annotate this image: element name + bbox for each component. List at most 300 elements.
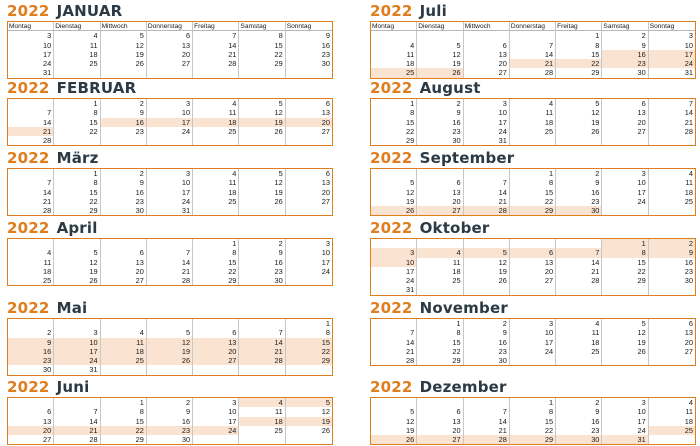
day-cell: 10 xyxy=(371,258,417,267)
empty-cell xyxy=(8,398,54,407)
day-cell: 10 xyxy=(321,248,330,258)
month-grid xyxy=(370,98,696,146)
empty-cell xyxy=(371,169,417,178)
month-year: 2022 xyxy=(370,299,413,317)
day-cell: 28 xyxy=(371,356,417,365)
day-cell: 8 xyxy=(510,178,556,187)
day-cell: 5 xyxy=(371,178,417,187)
day-cell: 31 xyxy=(371,285,417,294)
day-cell: 14 xyxy=(8,188,54,197)
day-cell: 19 xyxy=(464,267,510,276)
day-cell: 13 xyxy=(684,328,693,338)
day-cell: 27 xyxy=(602,127,648,136)
day-cell: 24 xyxy=(193,426,239,435)
weekday-header: Freitag xyxy=(556,22,602,31)
day-cell: 26 xyxy=(147,356,193,365)
day-cell: 31 xyxy=(147,206,193,215)
day-cell: 20 xyxy=(417,426,463,435)
day-cell: 27 xyxy=(510,276,556,285)
day-cell: 30 xyxy=(147,435,193,444)
day-cell: 1 xyxy=(325,319,330,328)
empty-cell xyxy=(101,365,147,374)
day-cell: 29 xyxy=(602,276,648,285)
empty-cell xyxy=(193,319,239,328)
month-year: 2022 xyxy=(7,2,50,20)
day-cell: 22 xyxy=(54,197,100,206)
month-title xyxy=(370,80,481,96)
day-cell: 2 xyxy=(147,398,193,407)
day-cell: 16 xyxy=(101,118,147,127)
month-grid xyxy=(370,168,696,216)
day-cell: 4 xyxy=(8,248,54,257)
day-cell: 17 xyxy=(147,188,193,197)
empty-cell xyxy=(147,365,193,374)
month-grid xyxy=(370,238,696,296)
day-cell: 28 xyxy=(510,68,556,77)
day-cell: 16 xyxy=(321,40,330,50)
day-cell: 26 xyxy=(417,68,463,77)
day-cell: 6 xyxy=(8,407,54,416)
day-cell: 27 xyxy=(321,196,330,206)
month-grid xyxy=(7,397,333,445)
empty-cell xyxy=(464,398,510,407)
empty-cell xyxy=(239,319,285,328)
day-cell: 18 xyxy=(8,267,54,276)
month-title xyxy=(7,379,89,395)
day-cell: 9 xyxy=(101,108,147,117)
weekday-header: Montag xyxy=(371,22,417,31)
day-cell: 4 xyxy=(193,99,239,108)
empty-cell xyxy=(101,136,147,145)
day-cell: 15 xyxy=(193,258,239,267)
day-cell: 2 xyxy=(556,398,602,407)
day-cell: 17 xyxy=(54,347,100,356)
day-cell: 11 xyxy=(556,328,602,337)
day-cell: 4 xyxy=(556,319,602,328)
empty-cell xyxy=(8,319,54,328)
day-cell: 25 xyxy=(684,196,693,206)
day-cell: 7 xyxy=(464,407,510,416)
month-grid xyxy=(370,397,696,445)
day-cell: 3 xyxy=(371,248,417,257)
day-cell: 29 xyxy=(510,206,556,215)
day-cell: 11 xyxy=(101,338,147,347)
day-cell: 9 xyxy=(464,328,510,337)
empty-cell xyxy=(371,31,417,40)
day-cell: 27 xyxy=(684,346,693,356)
day-cell: 17 xyxy=(602,188,648,197)
month-year: 2022 xyxy=(7,149,50,167)
day-cell: 5 xyxy=(371,407,417,416)
empty-cell xyxy=(193,136,239,145)
day-cell: 29 xyxy=(556,68,602,77)
day-cell: 23 xyxy=(8,356,54,365)
day-cell: 13 xyxy=(464,50,510,59)
empty-cell xyxy=(101,68,147,77)
day-cell: 24 xyxy=(321,266,330,276)
month-name: August xyxy=(419,79,481,97)
day-cell: 14 xyxy=(464,417,510,426)
day-cell: 1 xyxy=(101,398,147,407)
day-cell: 22 xyxy=(286,347,332,356)
empty-cell xyxy=(101,239,147,248)
day-cell: 26 xyxy=(371,206,417,215)
day-cell: 10 xyxy=(602,407,648,416)
day-cell: 17 xyxy=(147,118,193,127)
day-cell: 29 xyxy=(286,356,332,365)
empty-cell xyxy=(286,136,332,145)
empty-cell xyxy=(101,319,147,328)
day-cell: 18 xyxy=(193,118,239,127)
day-cell: 13 xyxy=(101,258,147,267)
empty-cell xyxy=(649,285,695,294)
day-cell: 25 xyxy=(8,276,54,285)
day-cell: 19 xyxy=(101,50,147,59)
empty-cell xyxy=(286,206,332,215)
day-cell: 14 xyxy=(54,417,100,426)
day-cell: 23 xyxy=(464,347,510,356)
weekday-header: Mittwoch xyxy=(101,22,147,31)
day-cell: 10 xyxy=(147,108,193,117)
day-cell: 3 xyxy=(325,239,330,248)
day-cell: 8 xyxy=(54,178,100,187)
day-cell: 12 xyxy=(101,41,147,50)
month-title xyxy=(7,150,99,166)
day-cell: 26 xyxy=(371,435,417,444)
day-cell: 11 xyxy=(193,178,239,187)
day-cell: 10 xyxy=(54,338,100,347)
day-cell: 1 xyxy=(510,169,556,178)
day-cell: 15 xyxy=(101,417,147,426)
day-cell: 3 xyxy=(193,398,239,407)
day-cell: 22 xyxy=(602,267,648,276)
day-cell: 3 xyxy=(464,99,510,108)
month-grid xyxy=(7,318,333,376)
day-cell: 26 xyxy=(464,276,510,285)
day-cell: 15 xyxy=(371,118,417,127)
day-cell: 22 xyxy=(193,267,239,276)
day-cell: 20 xyxy=(602,118,648,127)
day-cell: 1 xyxy=(510,398,556,407)
day-cell: 24 xyxy=(147,197,193,206)
month-title xyxy=(370,3,447,19)
day-cell: 14 xyxy=(556,258,602,267)
day-cell: 11 xyxy=(371,50,417,59)
empty-cell xyxy=(417,169,463,178)
month-year: 2022 xyxy=(370,79,413,97)
day-cell: 12 xyxy=(371,188,417,197)
day-cell: 15 xyxy=(510,417,556,426)
day-cell: 18 xyxy=(556,338,602,347)
day-cell: 11 xyxy=(54,41,100,50)
day-cell: 15 xyxy=(54,118,100,127)
day-cell: 12 xyxy=(556,108,602,117)
day-cell: 1 xyxy=(54,169,100,178)
month-name: März xyxy=(56,149,99,167)
day-cell: 28 xyxy=(8,206,54,215)
day-cell: 22 xyxy=(510,426,556,435)
month-grid xyxy=(370,21,696,79)
day-cell: 9 xyxy=(8,338,54,347)
day-cell: 24 xyxy=(147,127,193,136)
empty-cell xyxy=(286,68,332,77)
day-cell: 4 xyxy=(371,41,417,50)
month-grid xyxy=(7,21,333,79)
day-cell: 17 xyxy=(193,417,239,426)
day-cell: 27 xyxy=(417,435,463,444)
day-cell: 25 xyxy=(239,426,285,435)
day-cell: 13 xyxy=(510,258,556,267)
day-cell: 12 xyxy=(54,258,100,267)
empty-cell xyxy=(239,435,285,444)
day-cell: 7 xyxy=(464,178,510,187)
empty-cell xyxy=(510,356,556,365)
day-cell: 6 xyxy=(193,328,239,337)
day-cell: 24 xyxy=(464,127,510,136)
day-cell: 10 xyxy=(464,108,510,117)
day-cell: 11 xyxy=(239,407,285,416)
day-cell: 20 xyxy=(684,337,693,347)
day-cell: 12 xyxy=(602,328,648,337)
day-cell: 26 xyxy=(321,425,330,435)
day-cell: 30 xyxy=(464,356,510,365)
weekday-header: Sonntag xyxy=(286,22,332,31)
day-cell: 1 xyxy=(371,99,417,108)
day-cell: 5 xyxy=(602,319,648,328)
month-title xyxy=(7,220,98,236)
day-cell: 7 xyxy=(510,41,556,50)
day-cell: 16 xyxy=(8,347,54,356)
empty-cell xyxy=(54,398,100,407)
day-cell: 3 xyxy=(147,169,193,178)
day-cell: 8 xyxy=(417,328,463,337)
day-cell: 12 xyxy=(239,178,285,187)
weekday-header: Donnerstag xyxy=(510,22,556,31)
day-cell: 1 xyxy=(193,239,239,248)
day-cell: 21 xyxy=(510,59,556,68)
month-name: November xyxy=(419,299,508,317)
day-cell: 30 xyxy=(321,59,330,69)
day-cell: 25 xyxy=(556,347,602,356)
day-cell: 21 xyxy=(54,426,100,435)
day-cell: 26 xyxy=(101,59,147,68)
day-cell: 28 xyxy=(464,435,510,444)
day-cell: 20 xyxy=(147,50,193,59)
empty-cell xyxy=(193,365,239,374)
day-cell: 5 xyxy=(417,41,463,50)
month-year: 2022 xyxy=(7,219,50,237)
empty-cell xyxy=(54,239,100,248)
empty-cell xyxy=(510,31,556,40)
day-cell: 30 xyxy=(684,276,693,286)
day-cell: 20 xyxy=(101,267,147,276)
day-cell: 28 xyxy=(239,356,285,365)
day-cell: 15 xyxy=(239,41,285,50)
day-cell: 11 xyxy=(417,258,463,267)
day-cell: 15 xyxy=(510,188,556,197)
day-cell: 8 xyxy=(371,108,417,117)
day-cell: 14 xyxy=(193,41,239,50)
empty-cell xyxy=(417,398,463,407)
day-cell: 6 xyxy=(325,169,330,178)
day-cell: 5 xyxy=(54,248,100,257)
day-cell: 19 xyxy=(417,59,463,68)
day-cell: 1 xyxy=(417,319,463,328)
day-cell: 21 xyxy=(147,267,193,276)
day-cell: 1 xyxy=(602,239,648,248)
day-cell: 2 xyxy=(602,31,648,40)
day-cell: 3 xyxy=(688,31,693,41)
empty-cell xyxy=(556,239,602,248)
empty-cell xyxy=(239,68,285,77)
day-cell: 22 xyxy=(54,127,100,136)
day-cell: 20 xyxy=(8,426,54,435)
day-cell: 12 xyxy=(147,338,193,347)
day-cell: 6 xyxy=(147,31,193,40)
month-year: 2022 xyxy=(7,378,50,396)
day-cell: 13 xyxy=(417,417,463,426)
day-cell: 5 xyxy=(239,169,285,178)
empty-cell xyxy=(193,68,239,77)
month-title xyxy=(7,3,122,19)
day-cell: 26 xyxy=(54,276,100,285)
day-cell: 23 xyxy=(101,197,147,206)
day-cell: 14 xyxy=(510,50,556,59)
day-cell: 24 xyxy=(602,197,648,206)
day-cell: 24 xyxy=(510,347,556,356)
day-cell: 28 xyxy=(8,136,54,145)
month-name: Juli xyxy=(419,2,447,20)
empty-cell xyxy=(510,239,556,248)
day-cell: 21 xyxy=(239,347,285,356)
day-cell: 31 xyxy=(602,435,648,444)
day-cell: 2 xyxy=(239,239,285,248)
month-name: Dezember xyxy=(419,378,507,396)
day-cell: 21 xyxy=(8,127,54,136)
day-cell: 25 xyxy=(417,276,463,285)
day-cell: 9 xyxy=(602,41,648,50)
day-cell: 13 xyxy=(193,338,239,347)
empty-cell xyxy=(417,239,463,248)
month-title xyxy=(370,220,489,236)
day-cell: 17 xyxy=(371,267,417,276)
day-cell: 27 xyxy=(321,126,330,136)
month-grid xyxy=(7,238,333,286)
day-cell: 10 xyxy=(510,328,556,337)
day-cell: 3 xyxy=(54,328,100,337)
day-cell: 8 xyxy=(556,41,602,50)
day-cell: 7 xyxy=(556,248,602,257)
empty-cell xyxy=(371,398,417,407)
day-cell: 13 xyxy=(417,188,463,197)
day-cell: 23 xyxy=(556,197,602,206)
day-cell: 8 xyxy=(54,108,100,117)
month-title xyxy=(370,300,508,316)
day-cell: 27 xyxy=(101,276,147,285)
day-cell: 6 xyxy=(325,99,330,108)
day-cell: 29 xyxy=(371,136,417,145)
day-cell: 25 xyxy=(510,127,556,136)
day-cell: 28 xyxy=(556,276,602,285)
empty-cell xyxy=(54,136,100,145)
day-cell: 18 xyxy=(684,187,693,197)
day-cell: 12 xyxy=(371,417,417,426)
day-cell: 6 xyxy=(688,319,693,328)
weekday-header: Donnerstag xyxy=(147,22,193,31)
day-cell: 29 xyxy=(54,206,100,215)
month-year: 2022 xyxy=(7,299,50,317)
day-cell: 9 xyxy=(417,108,463,117)
day-cell: 24 xyxy=(8,59,54,68)
day-cell: 23 xyxy=(239,267,285,276)
day-cell: 30 xyxy=(417,136,463,145)
day-cell: 17 xyxy=(602,417,648,426)
day-cell: 21 xyxy=(464,197,510,206)
empty-cell xyxy=(239,365,285,374)
month-year: 2022 xyxy=(370,378,413,396)
day-cell: 22 xyxy=(556,59,602,68)
day-cell: 24 xyxy=(54,356,100,365)
day-cell: 18 xyxy=(417,267,463,276)
day-cell: 4 xyxy=(510,99,556,108)
month-name: FEBRUAR xyxy=(56,79,137,97)
day-cell: 31 xyxy=(8,68,54,77)
day-cell: 4 xyxy=(54,31,100,40)
empty-cell xyxy=(464,31,510,40)
empty-cell xyxy=(464,169,510,178)
month-title xyxy=(370,379,507,395)
day-cell: 19 xyxy=(54,267,100,276)
empty-cell xyxy=(556,356,602,365)
day-cell: 3 xyxy=(602,169,648,178)
day-cell: 25 xyxy=(193,127,239,136)
empty-cell xyxy=(371,319,417,328)
day-cell: 23 xyxy=(321,49,330,59)
day-cell: 16 xyxy=(239,258,285,267)
day-cell: 1 xyxy=(556,31,602,40)
day-cell: 9 xyxy=(147,407,193,416)
day-cell: 17 xyxy=(321,257,330,267)
day-cell: 27 xyxy=(147,59,193,68)
day-cell: 19 xyxy=(147,347,193,356)
day-cell: 7 xyxy=(8,178,54,187)
day-cell: 3 xyxy=(147,99,193,108)
day-cell: 11 xyxy=(8,258,54,267)
month-grid xyxy=(7,168,333,216)
empty-cell xyxy=(602,206,648,215)
day-cell: 4 xyxy=(239,398,285,407)
day-cell: 20 xyxy=(286,118,332,127)
day-cell: 19 xyxy=(371,197,417,206)
day-cell: 16 xyxy=(556,417,602,426)
day-cell: 6 xyxy=(101,248,147,257)
day-cell: 26 xyxy=(602,347,648,356)
day-cell: 10 xyxy=(147,178,193,187)
day-cell: 18 xyxy=(54,50,100,59)
day-cell: 29 xyxy=(193,276,239,285)
day-cell: 15 xyxy=(556,50,602,59)
day-cell: 2 xyxy=(101,169,147,178)
day-cell: 14 xyxy=(147,258,193,267)
day-cell: 15 xyxy=(54,188,100,197)
day-cell: 8 xyxy=(193,248,239,257)
day-cell: 20 xyxy=(510,267,556,276)
empty-cell xyxy=(193,435,239,444)
day-cell: 11 xyxy=(510,108,556,117)
day-cell: 19 xyxy=(239,118,285,127)
day-cell: 5 xyxy=(286,398,332,407)
day-cell: 30 xyxy=(8,365,54,374)
